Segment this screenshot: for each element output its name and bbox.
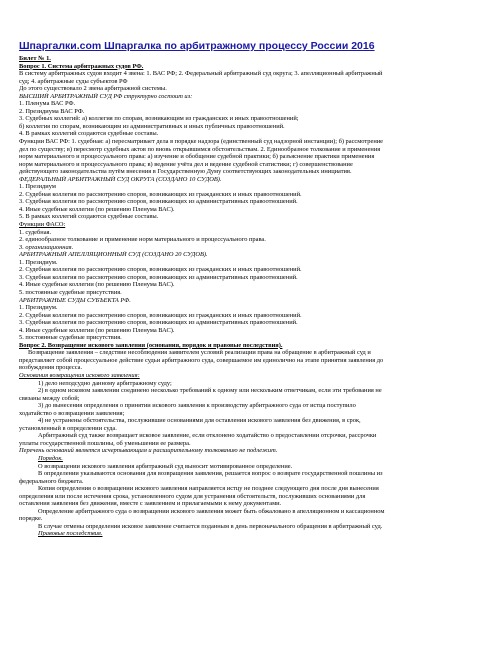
text-line: норм материального и процессуального права: а) изучение и обобщение судебной практики; б) разъяснение практики применения	[19, 153, 375, 161]
text-line: 5. постоянные судебные присутствия.	[19, 288, 122, 296]
text-line: Арбитражный суд также возвращает исковое заявление, если отклонено ходатайство о предоставлении отсрочки, рассрочки	[38, 432, 377, 440]
text-line: ВЫСШИЙ АРБИТРАЖНЫЙ СУД РФ структурно состоит из:	[19, 92, 193, 100]
text-line: 3. Судебных коллегий: а) коллегия по спорам, возникающим из гражданских и иных правоотношений;	[19, 115, 299, 123]
text-line: 5. постоянные судебные присутствия.	[19, 334, 122, 342]
text-line: 3. Судебная коллегия по рассмотрению споров, возникающих из административных правоотношений.	[19, 273, 298, 281]
text-line: В систему арбитражных судов входит 4 звена: 1. ВАС РФ; 2. Федеральный арбитражный суд округа; 3. апелляционный арбитражный	[19, 70, 383, 78]
text-line: 4. Иные судебные коллегии (по решению Пленума ВАС).	[19, 281, 175, 289]
text-line: АРБИТРАЖНЫЕ СУДЫ СУБЪЕКТА РФ.	[19, 296, 131, 304]
text-line: АРБИТРАЖНЫЙ АПЕЛЛЯЦИОННЫЙ СУД (СОЗДАНО 20 СУДОВ).	[19, 251, 208, 259]
text-line: 4) не устранены обстоятельства, послужившие основаниями для оставления искового заявления без движения, в срок,	[38, 417, 361, 425]
text-line: Билет № 1.	[19, 55, 51, 62]
text-line: уплаты государственной пошлины, об уменьшении ее размера.	[19, 439, 191, 447]
text-line: порядке.	[19, 515, 43, 523]
text-line: 3) до вынесения определения о принятии искового заявления к производству арбитражного суда от истца поступило	[38, 402, 356, 410]
text-line: определения или после истечения срока, установленного судом для устранения обстоятельств, послуживших основаниями для	[19, 492, 366, 500]
text-line: Копия определения о возвращении искового заявления направляется истцу не позднее следующего дня после дня вынесения	[38, 485, 379, 493]
text-line: Функции ФАСО:	[19, 221, 66, 229]
document-title-link[interactable]: Шпаргалки.com Шпаргалка по арбитражному процессу России 2016	[19, 40, 375, 52]
text-line: связаны между собой;	[19, 394, 80, 402]
text-line: Основания возвращения искового заявления:	[19, 371, 140, 379]
text-line: 4. Иные судебные коллегии (по решению Пленума ВАС).	[19, 326, 175, 334]
text-line: 3. Судебная коллегия по рассмотрению споров, возникающих из административных правоотношений.	[19, 198, 298, 206]
text-line: Возвращение заявления – следствие несоблюдения заявителем условий реализации права на обращение в арбитражный суд и	[28, 349, 371, 357]
text-line: 4. В рамках коллегий создаются судебные составы.	[19, 130, 159, 138]
text-line: 1. Президиум.	[19, 304, 58, 312]
text-line: действующего законодательства путём внесения в Государственную Думу соответствующих законодательных инициатив.	[19, 168, 352, 176]
text-line: суд; 4. арбитражные суды субъектов РФ	[19, 77, 128, 85]
text-line: дел по существу; в) пересмотр судебных актов по вновь открывшимся обстоятельствам. 2. Единообразное толкование и применения	[19, 145, 381, 153]
text-line: 2) в одном исковом заявлении соединено несколько требований к одному или нескольким ответчикам, если эти требования не	[38, 387, 382, 395]
text-line: оставления заявления без движения, вместе с заявлением и прилагаемыми к нему документами.	[19, 500, 282, 508]
text-line: представляет собой процессуальное действие судьи арбитражного суда, совершаемое им единолично на этапе принятия заявления до	[19, 356, 384, 364]
text-line: ФЕДЕРАЛЬНЫЙ АРБИТРАЖНЫЙ СУД ОКРУГА (СОЗДАНО 10 СУДОВ).	[19, 175, 222, 183]
text-line: 5. В рамках коллегий создаются судебные составы.	[19, 213, 159, 221]
text-line: 1) дело неподсудно данному арбитражному суду;	[38, 379, 172, 387]
text-line: 1. судебная.	[19, 228, 52, 236]
text-line: установленный в определении суда.	[19, 424, 117, 432]
text-line: В определении указываются основания для возвращения заявления, решается вопрос о возврате государственной пошлины из	[38, 470, 383, 478]
text-line: 1. Президиум	[19, 183, 56, 191]
text-line: 1. Президиум.	[19, 258, 58, 266]
text-line: Определение арбитражного суда о возвращении искового заявления может быть обжаловано в апелляционном и кассационном	[38, 507, 385, 515]
text-line: До этого существовало 2 звена арбитражной системы.	[19, 85, 167, 93]
text-line: Вопрос 2. Возвращение искового заявления (основания, порядок и правовые последствия).	[19, 341, 283, 349]
text-line: б) коллегия по спорам, возникающим из административных и иных публичных правоотношений.	[19, 122, 285, 130]
text-line: Перечень оснований является исчерпывающим и расширительному толкованию не подлежит.	[19, 447, 278, 455]
text-line: возбуждения процесса.	[19, 364, 83, 372]
text-line: 2. Президиума ВАС РФ.	[19, 107, 85, 115]
text-line: федерального бюджета.	[19, 477, 84, 485]
text-line: Правовые последствия.	[38, 530, 103, 538]
text-line: норм материального и процессуального права; в) ведение учёта дел и ведение судебной статистики; г) совершенствование	[19, 160, 353, 168]
text-line: В случае отмены определения исковое заявление считается поданным в день первоначального обращения в арбитражный суд.	[38, 522, 383, 530]
text-line: ходатайство о возвращении заявления;	[19, 409, 125, 417]
text-line: 3. организационная.	[19, 243, 74, 251]
text-line: Порядок.	[38, 454, 63, 462]
text-line: 2. Судебная коллегия по рассмотрению споров, возникающих из гражданских и иных правоотношений.	[19, 311, 302, 319]
text-line: 1. Пленума ВАС РФ.	[19, 100, 76, 108]
text-line: Вопрос 1. Система арбитражных судов РФ.	[19, 62, 144, 70]
document-body	[19, 55, 481, 538]
text-line: 2. единообразное толкование и применение норм материального и процессуального права.	[19, 236, 266, 244]
text-line: 3. Судебная коллегия по рассмотрению споров, возникающих из административных правоотношений.	[19, 319, 298, 327]
text-line: О возвращении искового заявления арбитражный суд выносит мотивированное определение.	[38, 462, 293, 470]
text-line: 4. Иные судебные коллегии (по решению Пленума ВАС).	[19, 205, 175, 213]
text-line: Функции ВАС РФ: 1. судебная: а) пересматривает дела в порядке надзора (единственный суд надзорной инстанции); б) рассмотрение	[19, 138, 383, 146]
text-line: 2. Судебная коллегия по рассмотрению споров, возникающих из гражданских и иных правоотношений.	[19, 190, 302, 198]
text-line: 2. Судебная коллегия по рассмотрению споров, возникающих из гражданских и иных правоотношений.	[19, 266, 302, 274]
